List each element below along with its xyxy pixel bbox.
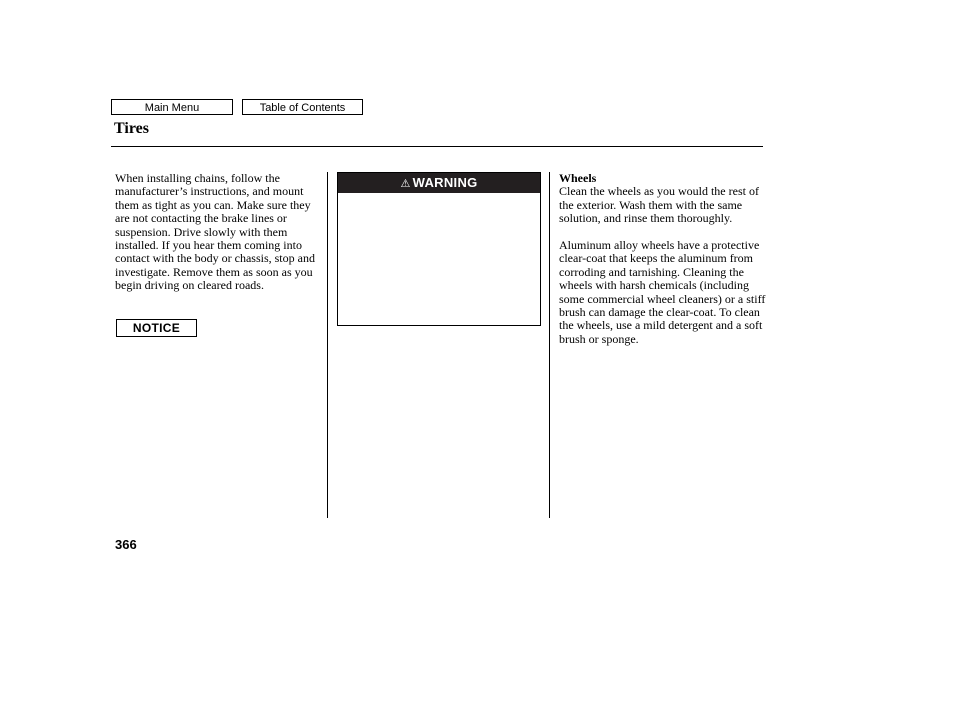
table-of-contents-button[interactable]: Table of Contents [242,99,363,115]
chains-instructions-text: When installing chains, follow the manufacturer’s instructions, and mount them as tight as you can. Make sure they are not contacting the brake lines or suspension. Drive slowly with them installed. If you hear them coming into contact with the body or chassis, stop and investigate. Remove them as soon as you begin driving on cleared roads. [115,171,315,293]
wheels-paragraph-1: Clean the wheels as you would the rest of the exterior. Wash them with the same solution, and rinse them thoroughly. [559,184,759,226]
warning-triangle-icon: ⚠ [400,178,411,190]
page-title: Tires [114,120,149,137]
wheels-heading: Wheels [559,171,597,185]
column-divider-right [549,172,550,518]
notice-label: NOTICE [116,319,197,337]
page-number: 366 [115,537,137,552]
warning-header [338,173,540,193]
warning-label: WARNING [412,175,478,190]
column-divider-left [327,172,328,518]
wheels-section [559,172,769,346]
wheels-paragraph-2: Aluminum alloy wheels have a protective clear-coat that keeps the aluminum from corroding and tarnishing. Cleaning the wheels with harsh chemicals (including some commercial wheel cleaners) or a stiff brush can damage the clear-coat. To clean the wheels, use a mild detergent and a soft brush or sponge. [559,238,766,346]
title-divider [111,146,763,147]
warning-box [337,172,541,326]
main-menu-button[interactable]: Main Menu [111,99,233,115]
